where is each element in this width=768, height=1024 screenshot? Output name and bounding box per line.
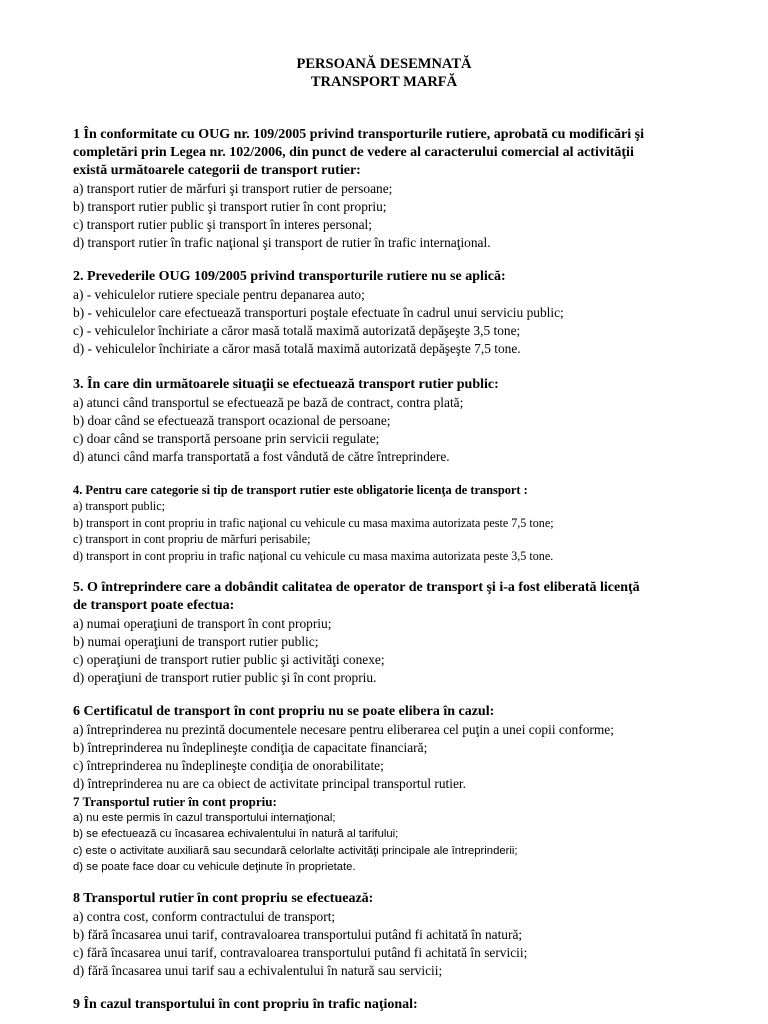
question-text: 9 În cazul transportului în cont propriu în trafic naţional: <box>73 997 418 1012</box>
answer-option: d) operaţiuni de transport rutier public şi în cont propriu. <box>73 670 377 685</box>
question-6 <box>73 703 728 793</box>
question-text: 7 Transportul rutier în cont propriu: <box>73 794 277 809</box>
answer-option: a) numai operaţiuni de transport în cont propriu; <box>73 616 332 631</box>
question-4 <box>73 482 728 564</box>
answer-option: a) contra cost, conform contractului de transport; <box>73 909 336 924</box>
answer-option: c) este o activitate auxiliară sau secundară celorlalte activităţi principale ale întreprinderii; <box>73 844 518 857</box>
answer-option: b) transport in cont propriu in trafic naţional cu vehicule cu masa maxima autorizata peste 7,5 tone; <box>73 515 554 530</box>
answer-option: c) fără încasarea unui tarif, contravaloarea transportului putând fi achitată în servicii; <box>73 945 528 960</box>
question-text: 1 În conformitate cu OUG nr. 109/2005 privind transporturile rutiere, aprobată cu modificări şi <box>73 127 644 142</box>
question-text: există următoarele categorii de transport rutier: <box>73 163 361 178</box>
answer-option: b) doar când se efectuează transport ocazional de persoane; <box>73 413 391 428</box>
question-text: completări prin Legea nr. 102/2006, din punct de vedere al caracterului comercial al activităţii <box>73 145 634 160</box>
answer-option: d) transport in cont propriu in trafic naţional cu vehicule cu masa maxima autorizata peste 3,5 tone. <box>73 548 554 563</box>
answer-option: c) întreprinderea nu îndeplineşte condiţia de onorabilitate; <box>73 758 384 773</box>
answer-option: a) - vehiculelor rutiere speciale pentru depanarea auto; <box>73 287 365 302</box>
question-text: 3. În care din următoarele situaţii se efectuează transport rutier public: <box>73 377 499 392</box>
document-title-line-2: TRANSPORT MARFĂ <box>310 74 458 90</box>
question-text: de transport poate efectua: <box>73 598 235 613</box>
question-1 <box>73 126 728 252</box>
question-2 <box>73 268 728 358</box>
answer-option: b) întreprinderea nu îndeplineşte condiţia de capacitate financiară; <box>73 740 428 755</box>
answer-option: c) transport rutier public şi transport în interes personal; <box>73 217 372 232</box>
answer-option: a) nu este permis în cazul transportului internaţional; <box>73 812 336 824</box>
answer-option: a) transport rutier de mărfuri şi transport rutier de persoane; <box>73 181 393 196</box>
question-9 <box>73 996 728 1014</box>
question-text: 6 Certificatul de transport în cont propriu nu se poate elibera în cazul: <box>73 704 495 719</box>
question-text: 2. Prevederile OUG 109/2005 privind transporturile rutiere nu se aplică: <box>73 269 506 284</box>
answer-option: d) - vehiculelor închiriate a căror masă totală maximă autorizată depăşeşte 7,5 tone. <box>73 341 521 356</box>
answer-option: d) se poate face doar cu vehicule deţinute în proprietate. <box>73 860 356 873</box>
answer-option: a) atunci când transportul se efectuează pe bază de contract, contra plată; <box>73 395 464 410</box>
answer-option: d) atunci când marfa transportată a fost vândută de către întreprindere. <box>73 449 450 464</box>
answer-option: b) fără încasarea unui tarif, contravaloarea transportului putând fi achitată în natură; <box>73 927 523 942</box>
question-text: 5. O întreprindere care a dobândit calitatea de operator de transport şi i-a fost eliberată licenţă <box>73 580 640 595</box>
answer-option: d) întreprinderea nu are ca obiect de activitate principal transportul rutier. <box>73 776 466 791</box>
answer-option: b) - vehiculelor care efectuează transporturi poştale efectuate în cadrul unui serviciu public; <box>73 305 564 320</box>
answer-option: d) fără încasarea unui tarif sau a echivalentului în natură sau servicii; <box>73 963 443 978</box>
answer-option: c) - vehiculelor închiriate a căror masă totală maximă autorizată depăşeşte 3,5 tone; <box>73 323 521 338</box>
answer-option: b) se efectuează cu încasarea echivalentului în natură al tarifului; <box>73 828 399 841</box>
question-7 <box>73 793 728 875</box>
answer-option: d) transport rutier în trafic naţional şi transport de rutier în trafic internaţional. <box>73 235 491 250</box>
question-3 <box>73 376 728 466</box>
answer-option: b) transport rutier public şi transport rutier în cont propriu; <box>73 199 387 214</box>
question-text: 8 Transportul rutier în cont propriu se efectuează: <box>73 891 374 906</box>
answer-option: c) operaţiuni de transport rutier public şi activităţi conexe; <box>73 652 385 667</box>
question-8 <box>73 890 728 980</box>
question-text: 4. Pentru care categorie si tip de transport rutier este obligatorie licenţa de transport : <box>73 483 528 497</box>
document-title-line-1: PERSOANĂ DESEMNATĂ <box>296 56 472 72</box>
answer-option: b) numai operaţiuni de transport rutier public; <box>73 634 319 649</box>
question-5 <box>73 579 728 687</box>
answer-option: c) doar când se transportă persoane prin servicii regulate; <box>73 431 380 446</box>
answer-option: a) transport public; <box>73 499 166 513</box>
answer-option: c) transport in cont propriu de mărfuri perisabile; <box>73 532 311 546</box>
answer-option: a) întreprinderea nu prezintă documentele necesare pentru eliberarea cel puţin a unei copii conforme; <box>73 722 614 737</box>
